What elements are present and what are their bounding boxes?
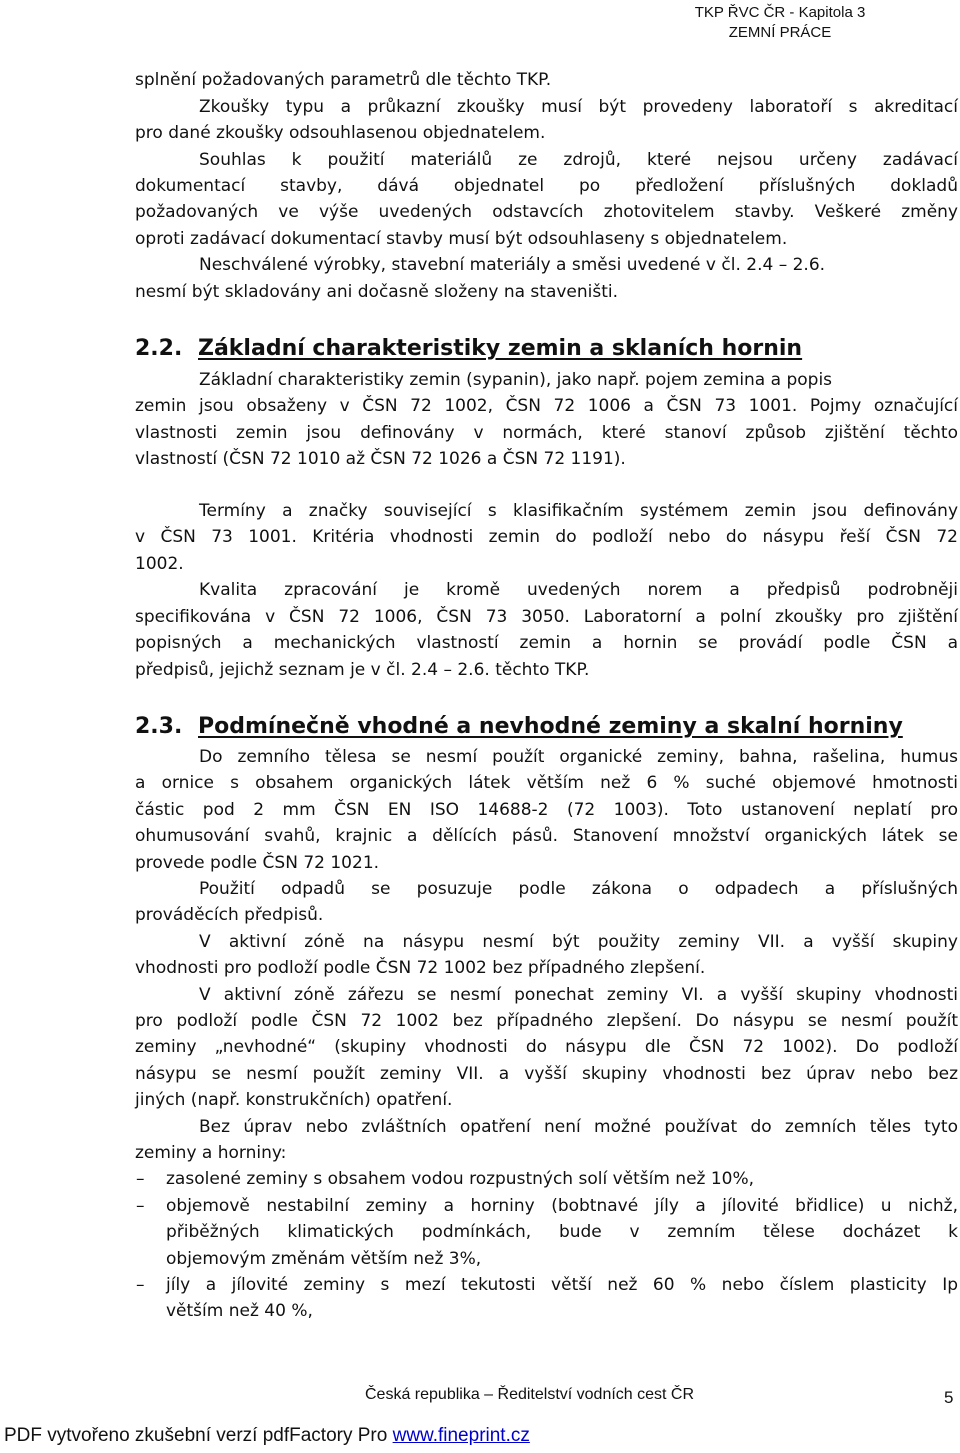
list-item: objemovým změnám větším než 3%, [166, 1249, 482, 1269]
paragraph-line: prováděcích předpisů. [135, 905, 324, 925]
paragraph-line: pro podloží podle ČSN 72 1002 bez případného zlepšení. Do násypu se nesmí použít [135, 1011, 958, 1031]
section-number: 2.2. [135, 336, 183, 361]
paragraph-line: provede podle ČSN 72 1021. [135, 853, 380, 873]
paragraph-line: zeminy „nevhodné“ (skupiny vhodnosti do násypu dle ČSN 72 1002). Do podloží [135, 1037, 958, 1057]
header-chapter: TKP ŘVC ČR - Kapitola 3 [694, 4, 866, 21]
paragraph-line: Kvalita zpracování je kromě uvedených norem a předpisů podrobněji [199, 580, 958, 600]
paragraph-line: Bez úprav nebo zvláštních opatření není možné používat do zemních těles tyto [199, 1117, 958, 1137]
paragraph-line: jiných (např. konstrukčních) opatření. [135, 1090, 453, 1110]
paragraph-line: vlastnosti zemin jsou definovány v normách, které stanoví způsob zjištění těchto [135, 423, 958, 443]
paragraph-line: Do zemního tělesa se nesmí použít organické zeminy, bahna, rašelina, humus [199, 747, 958, 767]
paragraph-line: předpisů, jejichž seznam je v čl. 2.4 – 2.6. těchto TKP. [135, 660, 590, 680]
intro-line: splnění požadovaných parametrů dle těchto TKP. [135, 70, 552, 90]
paragraph-line: vhodnosti pro podloží podle ČSN 72 1002 bez případného zlepšení. [135, 958, 706, 978]
list-dash: – [136, 1196, 145, 1216]
paragraph-line: a ornice s obsahem organických látek větším než 6 % suché objemové hmotnosti [135, 773, 958, 793]
pdf-notice [4, 1425, 530, 1447]
intro-line: Zkoušky typu a průkazní zkoušky musí být provedeny laboratoří s akreditací [199, 97, 958, 117]
paragraph-line: Použití odpadů se posuzuje podle zákona o odpadech a příslušných [199, 879, 958, 899]
section-number: 2.3. [135, 714, 183, 739]
paragraph-line: V aktivní zóně zářezu se nesmí ponechat zeminy VI. a vyšší skupiny vhodnosti [199, 985, 958, 1005]
intro-line: dokumentací stavby, dává objednatel po předložení příslušných dokladů [135, 176, 958, 196]
paragraph-line: popisných a mechanických vlastností zemin a hornin se provádí podle ČSN a [135, 633, 958, 653]
paragraph-line: Termíny a značky související s klasifikačním systémem zemin jsou definovány [199, 501, 958, 521]
intro-line: požadovaných ve výše uvedených odstavcích zhotovitelem stavby. Veškeré změny [135, 202, 958, 222]
pdf-notice-text: PDF vytvořeno zkušební verzí pdfFactory Pro [4, 1425, 388, 1446]
page-number: 5 [944, 1388, 954, 1407]
paragraph-line: ohumusování svahů, krajnic a dělících pásů. Stanovení množství organických látek se [135, 826, 958, 846]
intro-line: pro dané zkoušky odsouhlasenou objednatelem. [135, 123, 546, 143]
paragraph-line: specifikována v ČSN 72 1006, ČSN 73 3050. Laboratorní a polní zkoušky pro zjištění [135, 607, 958, 627]
list-dash: – [136, 1169, 145, 1189]
section-heading [135, 714, 903, 739]
list-item: větším než 40 %, [166, 1301, 313, 1321]
list-item: přiběžných klimatických podmínkách, bude v zemním tělese docházet k [166, 1222, 958, 1242]
intro-line: oproti zadávací dokumentací stavby musí být odsouhlaseny s objednatelem. [135, 229, 788, 249]
paragraph-line: V aktivní zóně na násypu nesmí být použity zeminy VII. a vyšší skupiny [199, 932, 958, 952]
paragraph-line: zeminy a horniny: [135, 1143, 287, 1163]
list-item: objemově nestabilní zeminy a horniny (bobtnavé jíly a jílovité břidlice) u nichž, [166, 1196, 958, 1216]
section-heading [135, 336, 802, 361]
intro-line: Souhlas k použití materiálů ze zdrojů, které nejsou určeny zadávací [199, 150, 958, 170]
list-dash: – [136, 1275, 145, 1295]
list-item: jíly a jílovité zeminy s mezí tekutosti větší než 60 % nebo číslem plasticity Ip [166, 1275, 958, 1295]
paragraph-line: 1002. [135, 554, 184, 574]
paragraph-line: částic pod 2 mm ČSN EN ISO 14688-2 (72 1003). Toto ustanovení neplatí pro [135, 800, 958, 820]
paragraph-line: zemin jsou obsaženy v ČSN 72 1002, ČSN 72 1006 a ČSN 73 1001. Pojmy označující [135, 396, 958, 416]
paragraph-line: vlastností (ČSN 72 1010 až ČSN 72 1026 a ČSN 72 1191). [135, 449, 626, 469]
footer-text: Česká republika – Ředitelství vodních cest ČR [365, 1386, 695, 1403]
list-item: zasolené zeminy s obsahem vodou rozpustných solí větším než 10%, [166, 1169, 755, 1189]
section-title: Základní charakteristiky zemin a sklaních hornin [198, 336, 803, 361]
paragraph-line: násypu se nesmí použít zeminy VII. a vyšší skupiny vhodnosti bez úprav nebo bez [135, 1064, 958, 1084]
paragraph-line: Základní charakteristiky zemin (sypanin), jako např. pojem zemina a popis [199, 370, 833, 390]
intro-line: nesmí být skladovány ani dočasně složeny na staveništi. [135, 282, 619, 302]
fineprint-link[interactable]: www.fineprint.cz [392, 1425, 530, 1446]
paragraph-line: v ČSN 73 1001. Kritéria vhodnosti zemin do podloží nebo do násypu řeší ČSN 72 [135, 527, 958, 547]
header-subtitle: ZEMNÍ PRÁCE [728, 24, 832, 41]
intro-line: Neschválené výrobky, stavební materiály a směsi uvedené v čl. 2.4 – 2.6. [199, 255, 826, 275]
section-title: Podmínečně vhodné a nevhodné zeminy a skalní horniny [198, 714, 903, 739]
